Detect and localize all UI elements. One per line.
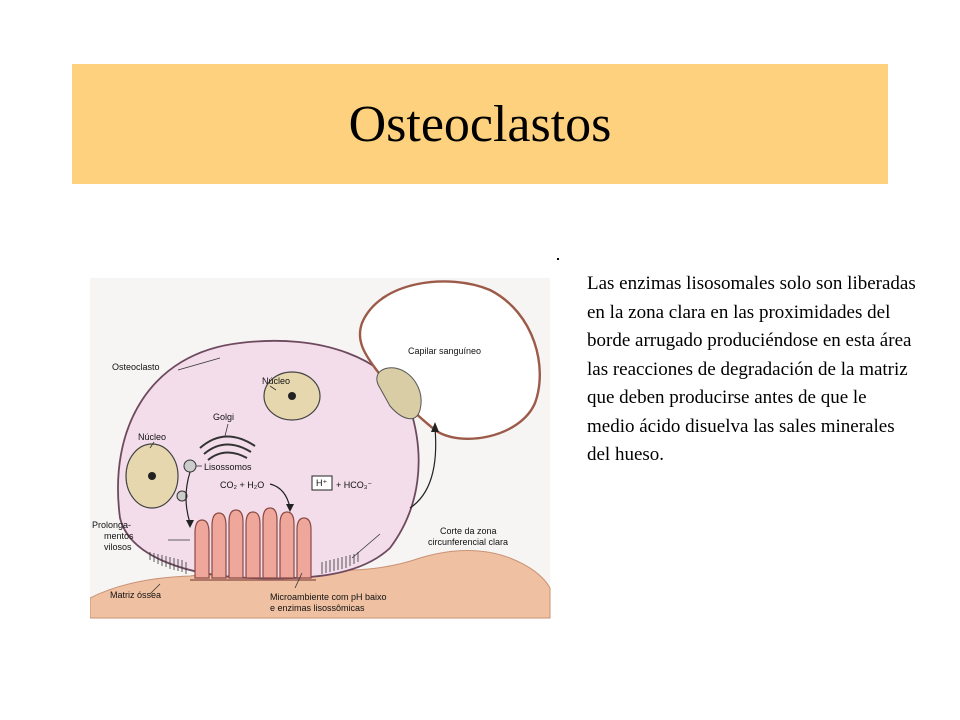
label-capilar: Capilar sanguíneo	[408, 346, 482, 356]
nucleolus-top	[288, 392, 296, 400]
label-prolonga-3: vilosos	[104, 542, 132, 552]
label-corte-1: Corte da zona	[440, 526, 497, 536]
slide-description: Las enzimas lisosomales solo son liberadas en la zona clara en las proximidades del borde arrugado produciéndose en esta área las reacciones de degradación de la matriz que deben producirse antes de que le medio ácido disuelva las sales minerales del hueso.	[587, 273, 916, 465]
label-reaction-left: CO₂ + H₂O	[220, 480, 265, 490]
label-matriz: Matriz óssea	[110, 590, 162, 600]
ruffled-border	[195, 508, 311, 578]
label-micro-2: e enzimas lisossômicas	[270, 603, 365, 613]
label-nucleo-left: Núcleo	[138, 432, 167, 442]
label-prolonga-2: mentos	[104, 531, 134, 541]
label-micro-1: Microambiente com pH baixo	[270, 592, 387, 602]
label-hco3: + HCO₃⁻	[336, 480, 373, 490]
bullet-mark	[557, 258, 559, 260]
title-band	[72, 64, 888, 184]
label-golgi: Golgi	[213, 412, 235, 422]
label-osteoclasto: Osteoclasto	[112, 362, 160, 372]
osteoclast-diagram	[90, 258, 560, 628]
label-prolonga-1: Prolonga-	[92, 520, 132, 530]
label-lisossomos: Lisossomos	[204, 462, 252, 472]
nucleolus-left	[148, 472, 156, 480]
lysosome-1	[184, 460, 196, 472]
label-corte-2: circunferencial clara	[428, 537, 509, 547]
label-h-plus: H⁺	[316, 478, 328, 488]
label-nucleo-top: Núcleo	[262, 376, 291, 386]
slide-title: Osteoclastos	[348, 95, 612, 153]
